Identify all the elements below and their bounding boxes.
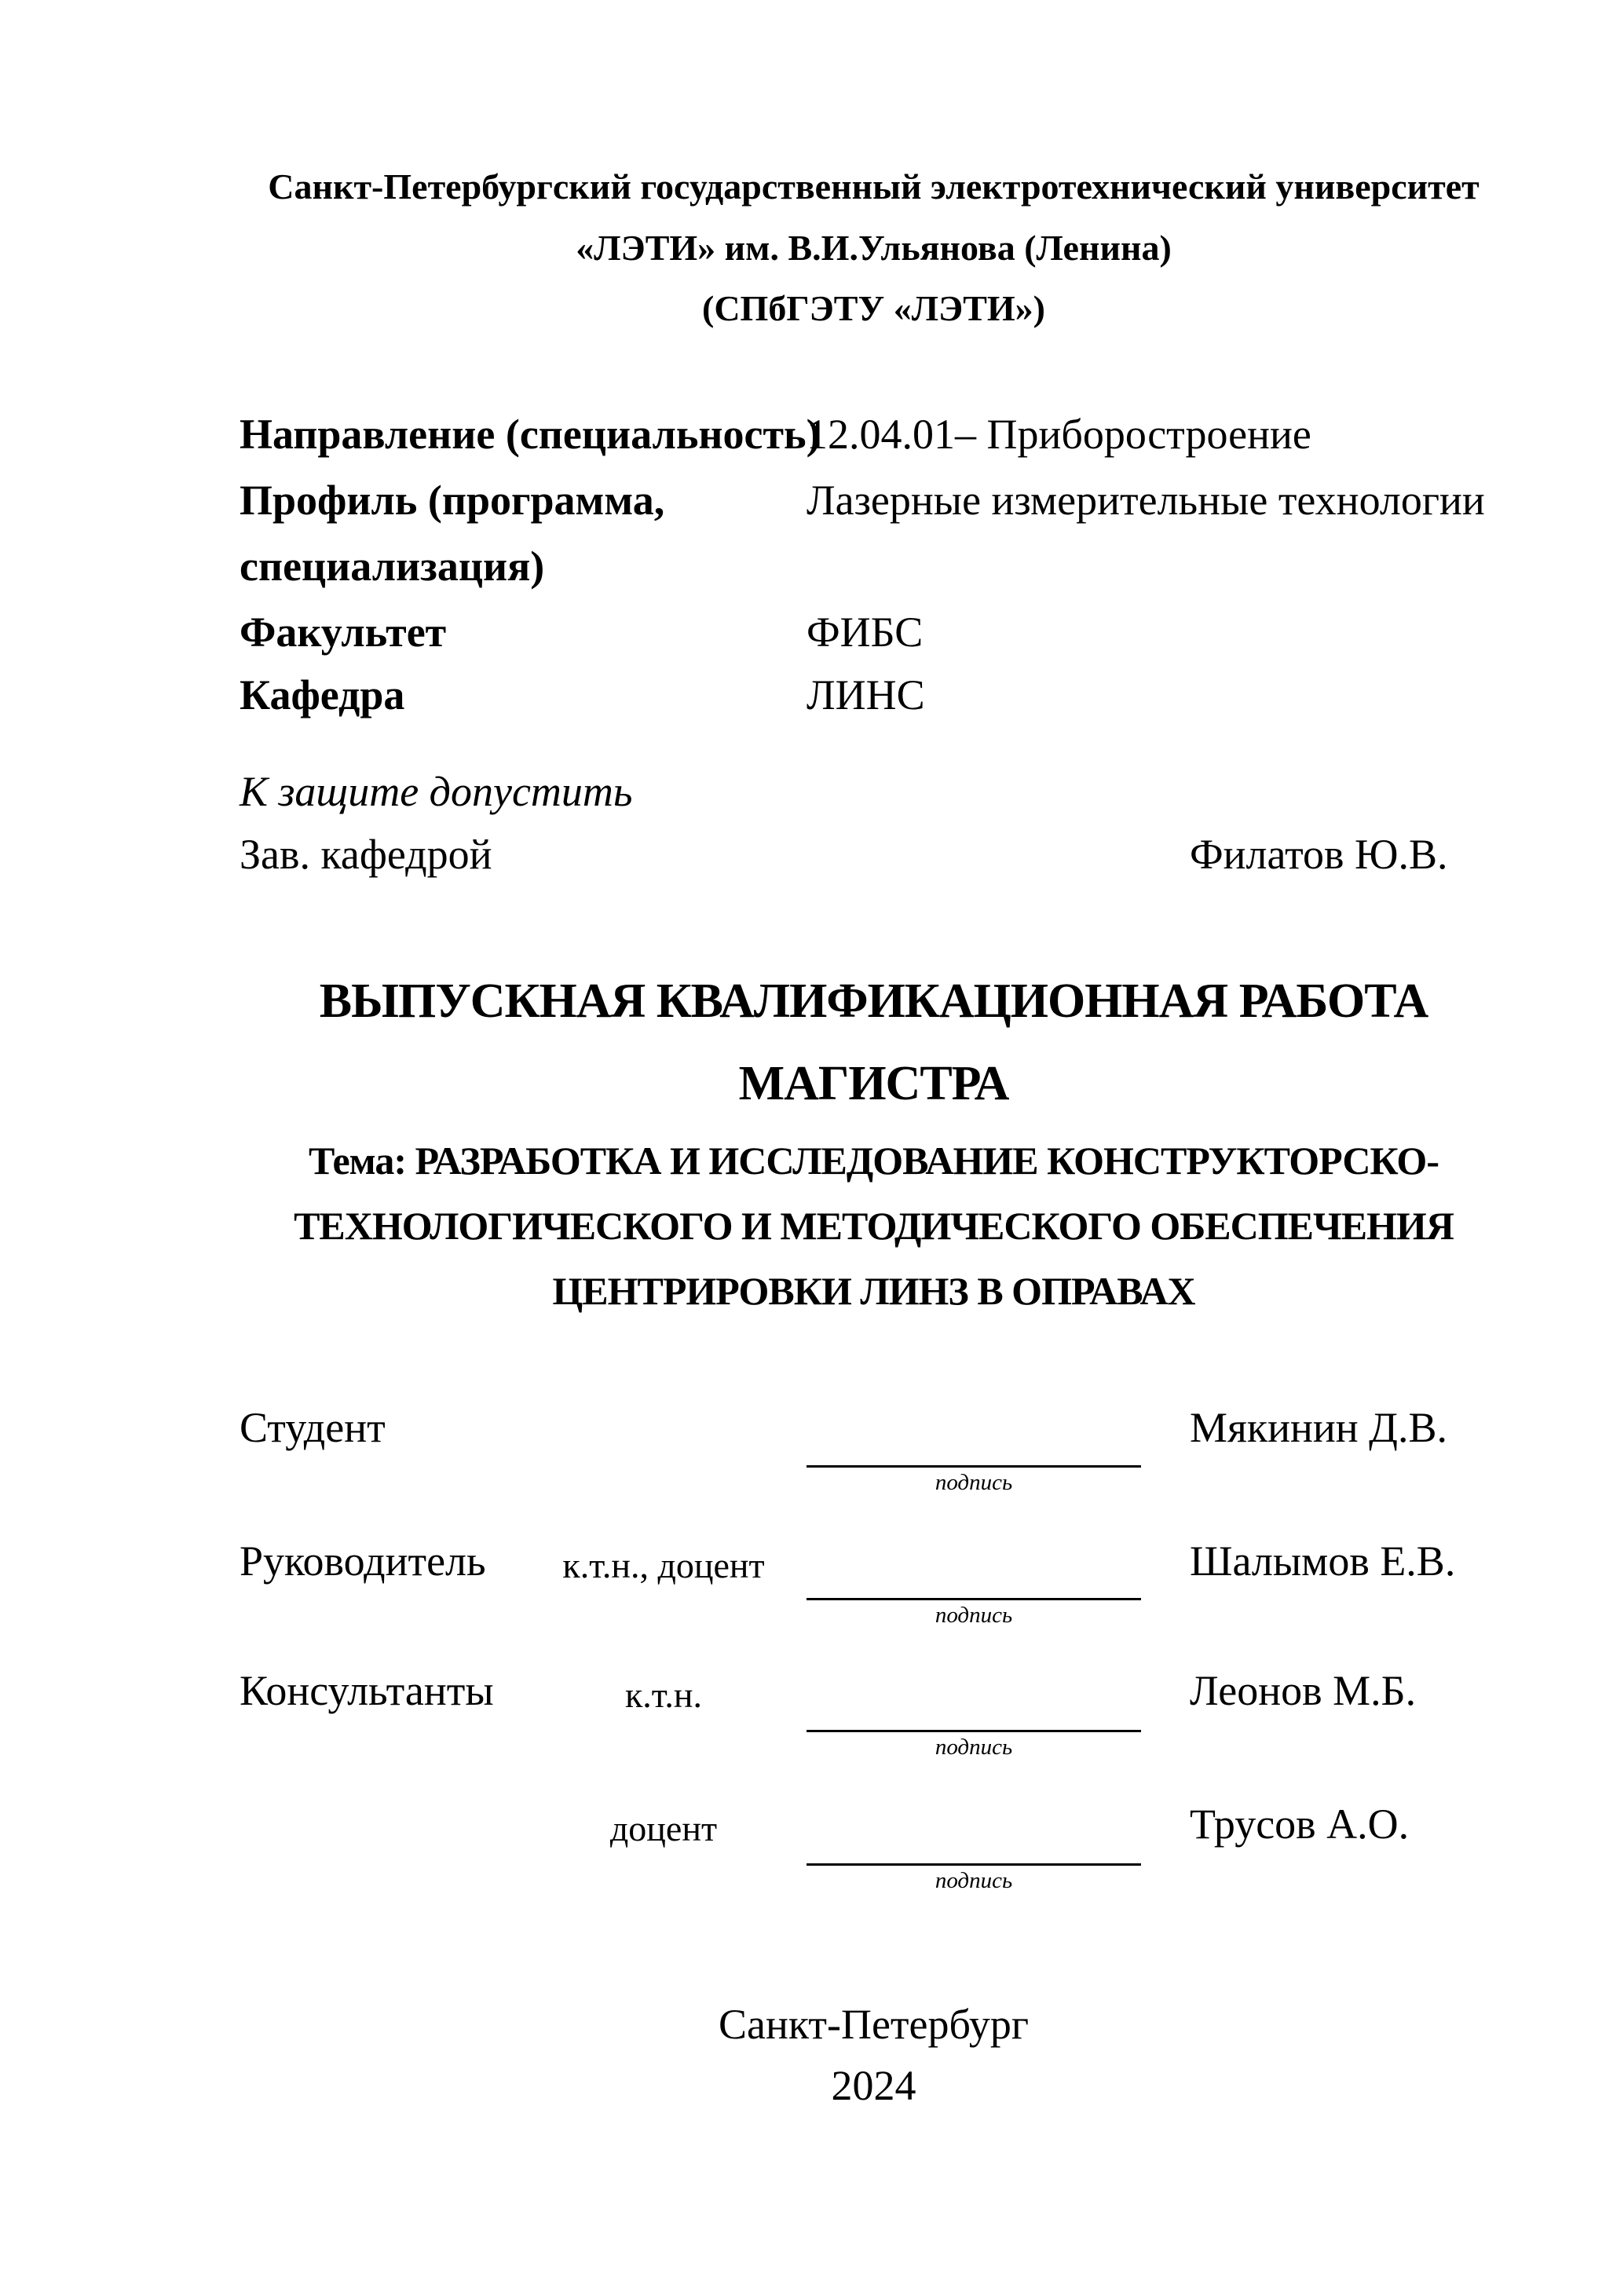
signature-name-consultant1: Леонов М.Б.	[1190, 1667, 1417, 1714]
topic-line3: ЦЕНТРИРОВКИ ЛИНЗ В ОПРАВАХ	[552, 1269, 1195, 1313]
signature-role-supervisor: Руководитель	[240, 1537, 486, 1585]
department-head-label: Зав. кафедрой	[240, 831, 492, 878]
field-value-profile: Лазерные измерительные технологии	[807, 477, 1485, 524]
signature-name-student: Мякинин Д.В.	[1190, 1404, 1448, 1451]
work-title-line2: МАГИСТРА	[738, 1057, 1009, 1110]
field-label-direction: Направление (специальность)	[240, 411, 821, 458]
signature-line	[807, 1465, 1141, 1468]
signature-caption: подпись	[935, 1868, 1013, 1893]
field-value-department: ЛИНС	[807, 671, 925, 718]
department-head-name: Филатов Ю.В.	[1190, 831, 1448, 878]
signature-degree-supervisor: к.т.н., доцент	[562, 1545, 765, 1585]
signature-line	[807, 1863, 1141, 1866]
field-label-profile-line1: Профиль (программа,	[240, 477, 665, 524]
topic-line2: ТЕХНОЛОГИЧЕСКОГО И МЕТОДИЧЕСКОГО ОБЕСПЕЧЕНИЯ	[294, 1204, 1454, 1248]
signature-name-supervisor: Шалымов Е.В.	[1190, 1537, 1456, 1585]
field-label-department: Кафедра	[240, 671, 405, 718]
university-name-line3: (СПбГЭТУ «ЛЭТИ»)	[702, 288, 1045, 328]
university-name-line1: Санкт-Петербургский государственный электротехнический университет	[268, 166, 1480, 207]
signature-caption: подпись	[935, 1603, 1013, 1628]
topic-line1: Тема: РАЗРАБОТКА И ИССЛЕДОВАНИЕ КОНСТРУКТОРСКО-	[309, 1139, 1439, 1183]
field-value-direction: 12.04.01– Приборостроение	[807, 411, 1311, 458]
signature-role-consultants: Консультанты	[240, 1667, 494, 1714]
signature-line	[807, 1730, 1141, 1732]
university-name-line2: «ЛЭТИ» им. В.И.Ульянова (Ленина)	[576, 228, 1172, 268]
admit-to-defense-line: К защите допустить	[240, 768, 633, 815]
signature-name-consultant2: Трусов А.О.	[1190, 1801, 1410, 1848]
signature-degree-consultant1: к.т.н.	[624, 1675, 703, 1715]
signature-caption: подпись	[935, 1735, 1013, 1760]
field-label-faculty: Факультет	[240, 609, 447, 656]
signature-line	[807, 1598, 1141, 1600]
footer-year: 2024	[831, 2062, 916, 2109]
field-label-profile-line2: специализация)	[240, 543, 545, 590]
footer-city: Санкт-Петербург	[718, 2001, 1030, 2048]
field-value-faculty: ФИБС	[807, 609, 924, 656]
signature-caption: подпись	[935, 1470, 1013, 1495]
signature-role-student: Студент	[240, 1404, 386, 1451]
work-title-line1: ВЫПУСКНАЯ КВАЛИФИКАЦИОННАЯ РАБОТА	[319, 974, 1428, 1028]
signature-degree-consultant2: доцент	[609, 1808, 718, 1848]
